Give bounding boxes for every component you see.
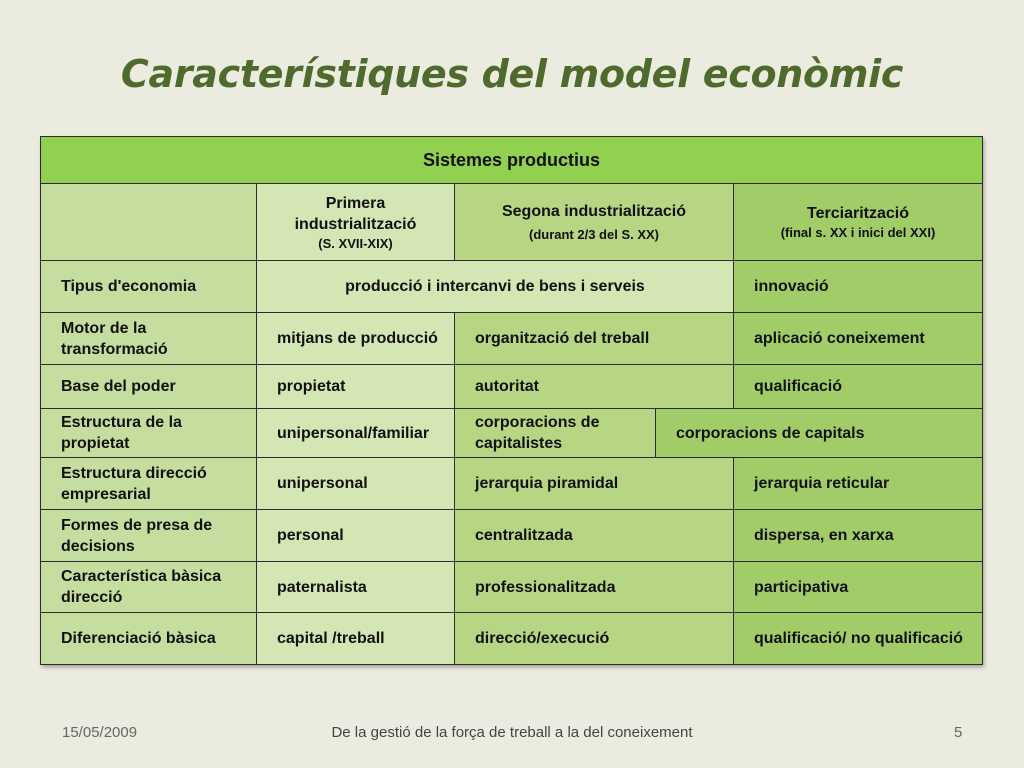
table-cell: corporacions de capitalistes <box>455 409 656 458</box>
table-cell: organització del treball <box>455 313 734 365</box>
row-label: Estructura direcció empresarial <box>41 458 257 510</box>
table-cell: jerarquia piramidal <box>455 458 734 510</box>
row-label: Diferenciació bàsica <box>41 613 257 665</box>
table-cell: innovació <box>734 261 983 313</box>
empty-header-cell <box>41 184 257 261</box>
table-cell: aplicació coneixement <box>734 313 983 365</box>
systems-table <box>40 136 982 664</box>
column-name: Terciarització <box>807 205 909 222</box>
table-cell: personal <box>257 510 455 562</box>
table-cell: unipersonal/familiar <box>257 409 455 458</box>
column-header-second-industrialization <box>455 184 734 261</box>
table-cell: autoritat <box>455 365 734 409</box>
table-cell: professionalitzada <box>455 562 734 613</box>
table-cell: corporacions de capitals <box>656 409 983 458</box>
table-cell: direcció/execució <box>455 613 734 665</box>
column-header-tertiarization <box>734 184 983 261</box>
table-cell: jerarquia reticular <box>734 458 983 510</box>
table-cell: dispersa, en xarxa <box>734 510 983 562</box>
column-period: (durant 2/3 del S. XX) <box>528 227 660 242</box>
table-cell: propietat <box>257 365 455 409</box>
table-cell: producció i intercanvi de bens i serveis <box>257 261 734 313</box>
row-label: Base del poder <box>41 365 257 409</box>
table-cell: participativa <box>734 562 983 613</box>
column-header-first-industrialization <box>257 184 455 261</box>
row-label: Característica bàsica direcció <box>41 562 257 613</box>
slide-title: Característiques del model econòmic <box>120 52 904 96</box>
row-label: Tipus d'economia <box>41 261 257 313</box>
slide-date: 15/05/2009 <box>62 724 138 741</box>
slide-footer-text: De la gestió de la força de treball a la del coneixement <box>331 724 693 741</box>
row-label: Formes de presa de decisions <box>41 510 257 562</box>
column-name: Segona industrialització <box>501 203 687 220</box>
table-header: Sistemes productius <box>41 137 983 184</box>
slide-page-number: 5 <box>954 724 963 741</box>
table-cell: mitjans de producció <box>257 313 455 365</box>
table-cell: centralitzada <box>455 510 734 562</box>
table-cell: unipersonal <box>257 458 455 510</box>
table-cell: capital /treball <box>257 613 455 665</box>
column-name: Primera industrialització <box>294 194 417 233</box>
table-cell: qualificació <box>734 365 983 409</box>
row-label: Motor de la transformació <box>41 313 257 365</box>
row-label: Estructura de la propietat <box>41 409 257 458</box>
table-cell: qualificació/ no qualificació <box>734 613 983 665</box>
table-cell: paternalista <box>257 562 455 613</box>
column-period: (S. XVII-XIX) <box>318 235 393 251</box>
column-period: (final s. XX i inici del XXI) <box>780 225 936 240</box>
